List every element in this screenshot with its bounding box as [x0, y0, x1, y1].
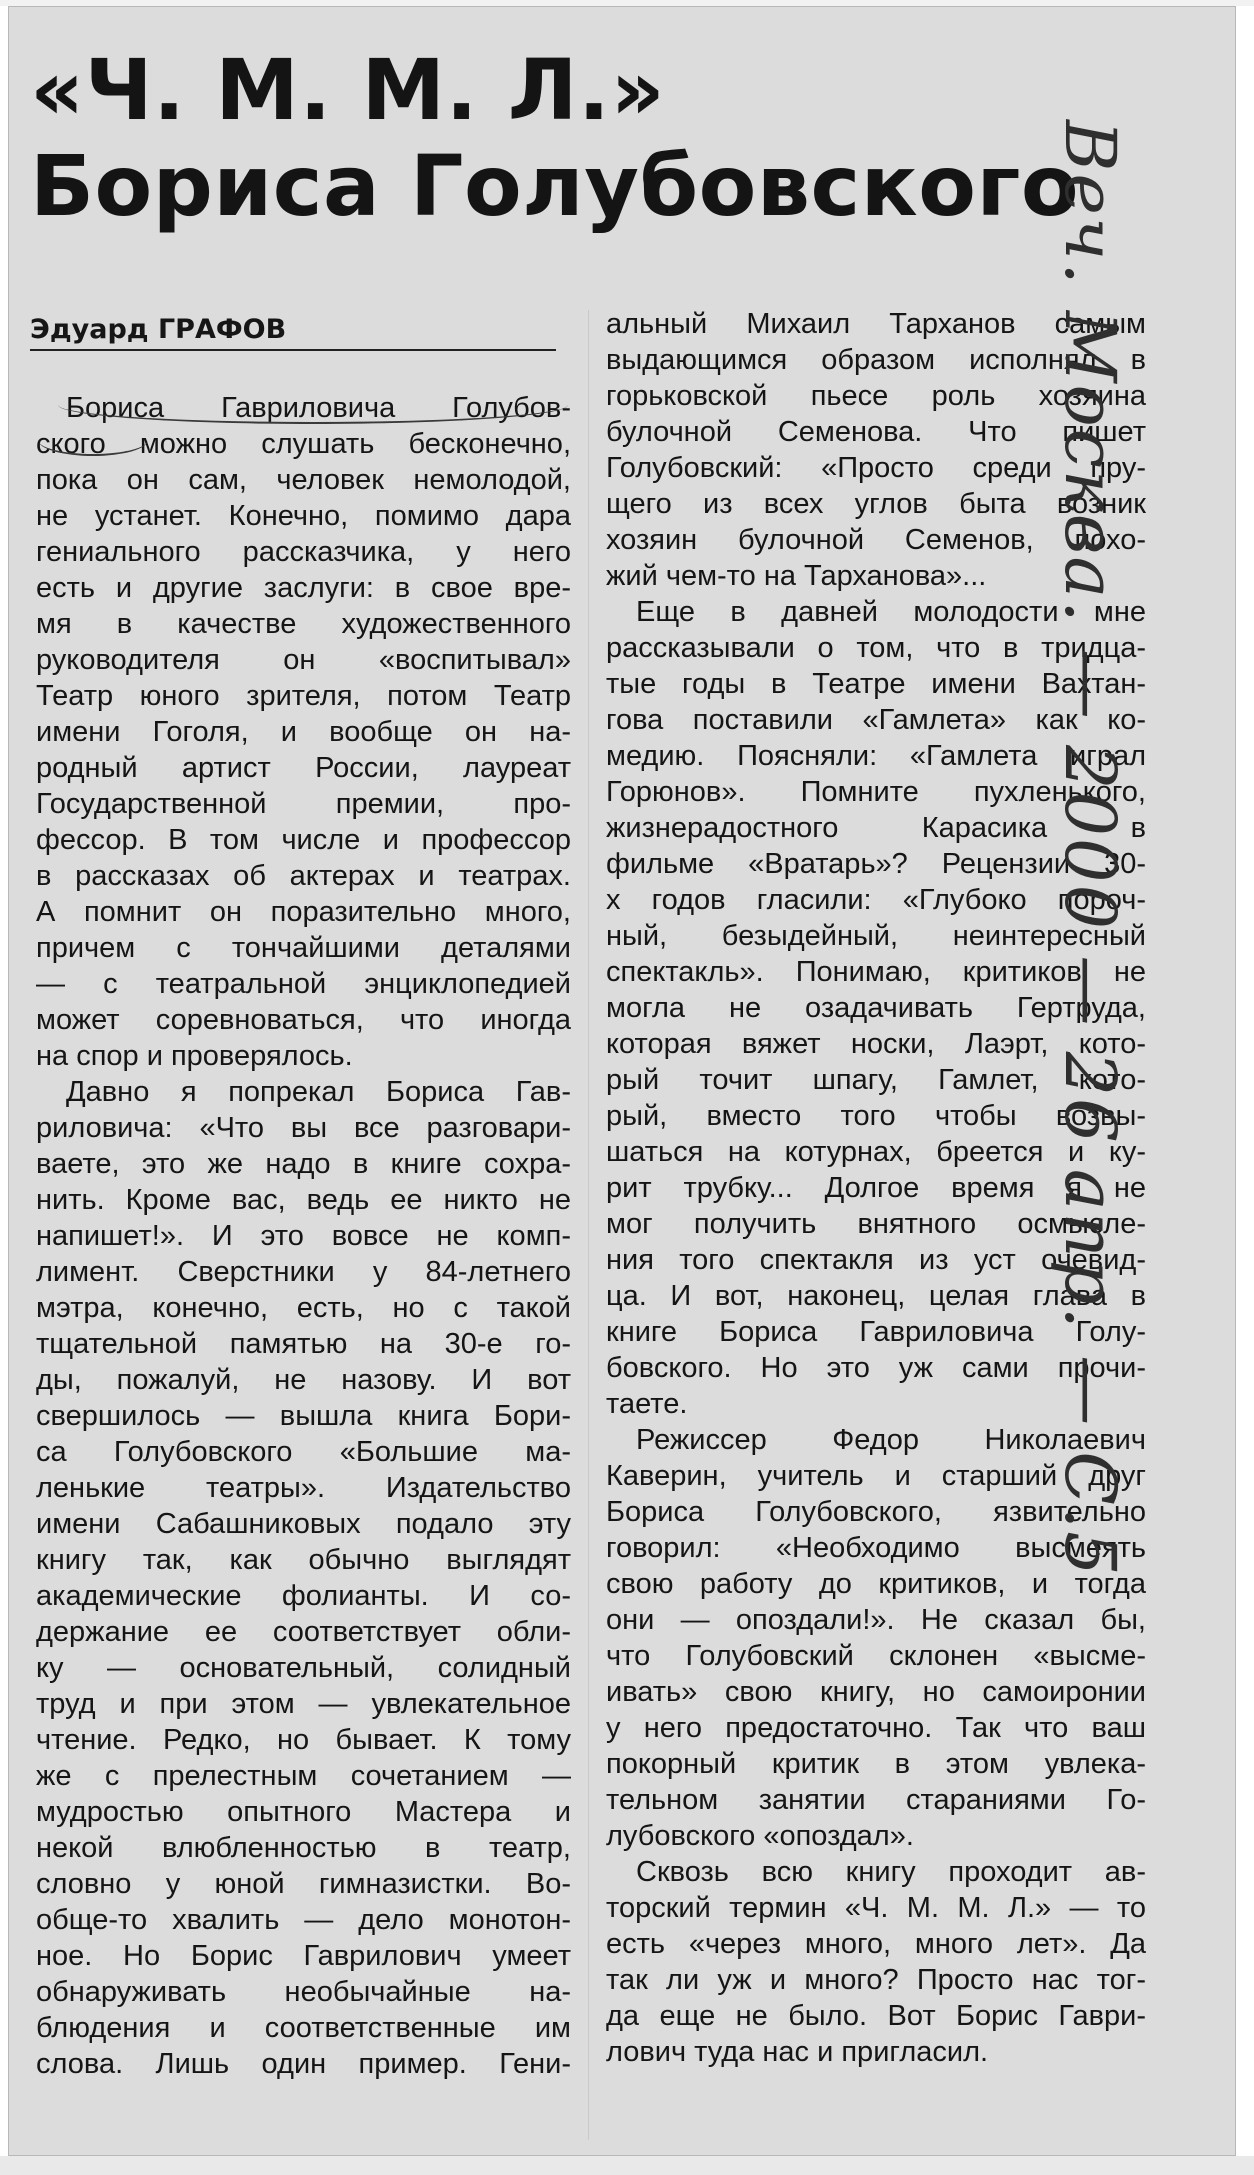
text-line: которая вяжет носки, Лаэрт, кото- [606, 1028, 1146, 1060]
text-line: щего из всех углов быта возник [606, 488, 1146, 520]
text-line: Театр юного зрителя, потом Театр [36, 680, 571, 712]
text-line: х годов гласили: «Глубоко пороч- [606, 884, 1146, 916]
paragraph-5 [606, 1854, 1146, 2070]
text-line: — с театральной энциклопедией [36, 968, 571, 1000]
text-line: ды, пожалуй, не назову. И вот [36, 1364, 571, 1396]
text-line: они — опоздали!». Не сказал бы, [606, 1604, 1146, 1636]
text-line: спектакль». Понимаю, критиков не [606, 956, 1146, 988]
text-line: так ли уж и много? Просто нас тог- [606, 1964, 1146, 1996]
text-line: ное. Но Борис Гаврилович умеет [36, 1940, 571, 1972]
text-line: гова поставили «Гамлета» как ко- [606, 704, 1146, 736]
text-line: у него предостаточно. Так что ваш [606, 1712, 1146, 1744]
text-line: могла не озадачивать Гертруда, [606, 992, 1146, 1024]
text-line: мэтра, конечно, есть, но с такой [36, 1292, 571, 1324]
text-line: что Голубовский склонен «высме- [606, 1640, 1146, 1672]
text-line: покорный критик в этом увлека- [606, 1748, 1146, 1780]
text-line: мудростью опытного Мастера и [36, 1796, 571, 1828]
text-line: медию. Поясняли: «Гамлета играл [606, 740, 1146, 772]
text-line: лимент. Сверстники у 84-летнего [36, 1256, 571, 1288]
text-line: труд и при этом — увлекательное [36, 1688, 571, 1720]
pen-underline [38, 424, 148, 456]
text-line: ивать» свою книгу, но самоиронии [606, 1676, 1146, 1708]
text-line: словно у юной гимназистки. Во- [36, 1868, 571, 1900]
text-line: гениального рассказчика, у него [36, 536, 571, 568]
text-line: свершилось — вышла книга Бори- [36, 1400, 571, 1432]
text-line: не устанет. Конечно, помимо дара [36, 500, 571, 532]
text-line: тщательной памятью на 30-е го- [36, 1328, 571, 1360]
text-line: родный артист России, лауреат [36, 752, 571, 784]
text-line: Горюнов». Помните пухленького, [606, 776, 1146, 808]
text-line: таете. [606, 1388, 688, 1420]
text-line: академические фолианты. И со- [36, 1580, 571, 1612]
text-line: торский термин «Ч. М. М. Л.» — то [606, 1892, 1146, 1924]
text-line: на спор и проверялось. [36, 1040, 353, 1072]
text-line: некой влюбленностью в театр, [36, 1832, 571, 1864]
text-line: держание ее соответствует обли- [36, 1616, 571, 1648]
text-line: тые годы в Театре имени Вахтан- [606, 668, 1146, 700]
text-line: рый, вместо того чтобы возвы- [606, 1100, 1146, 1132]
text-line: есть и другие заслуги: в свое вре- [36, 572, 571, 604]
text-line: Еще в давней молодости мне [636, 596, 1146, 628]
text-line: тельном занятии стараниями Го- [606, 1784, 1146, 1816]
headline-line-2: Бориса Голубовского [30, 137, 1080, 235]
text-line: рассказывали о том, что в тридца- [606, 632, 1146, 664]
text-line: шаться на котурнах, бреется и ку- [606, 1136, 1146, 1168]
text-line: да еще не было. Вот Борис Гаври- [606, 2000, 1146, 2032]
text-line: А помнит он поразительно много, [36, 896, 571, 928]
text-line: Сквозь всю книгу проходит ав- [636, 1856, 1146, 1888]
text-line: фессор. В том числе и профессор [36, 824, 571, 856]
text-line: может соревноваться, что иногда [36, 1004, 571, 1036]
article-column-left [36, 390, 571, 2082]
text-line: пока он сам, человек немолодой, [36, 464, 571, 496]
text-line: хозяин булочной Семенов, похо- [606, 524, 1146, 556]
paragraph-1 [36, 390, 571, 1074]
text-line: слова. Лишь один пример. Гени- [36, 2048, 571, 2080]
text-line: жий чем-то на Тарханова»... [606, 560, 987, 592]
text-line: бовского. Но это уж сами прочи- [606, 1352, 1146, 1384]
text-line: рый точит шпагу, Гамлет, кото- [606, 1064, 1146, 1096]
text-line: рит трубку... Долгое время я не [606, 1172, 1146, 1204]
text-line: имени Сабашниковых подало эту [36, 1508, 571, 1540]
text-line: напишет!». И это вовсе не комп- [36, 1220, 571, 1252]
text-line: лубовского «опоздал». [606, 1820, 914, 1852]
text-line: руководителя он «воспитывал» [36, 644, 571, 676]
text-line: мог получить внятного осмысле- [606, 1208, 1146, 1240]
text-line: выдающимся образом исполнял в [606, 344, 1146, 376]
text-line: Бориса Голубовского, язвительно [606, 1496, 1146, 1528]
text-line: ца. И вот, наконец, целая глава в [606, 1280, 1146, 1312]
text-line: жизнерадостного Карасика в [606, 812, 1146, 844]
text-line: Государственной премии, про- [36, 788, 571, 820]
text-line: книге Бориса Гавриловича Голу- [606, 1316, 1146, 1348]
text-line: мя в качестве художественного [36, 608, 571, 640]
text-line: ленькие театры». Издательство [36, 1472, 571, 1504]
headline [30, 42, 1079, 234]
author-byline: Эдуард ГРАФОВ [30, 312, 556, 351]
headline-line-1: «Ч. М. М. Л.» [30, 41, 666, 139]
text-line: ный, безыдейный, неинтересный [606, 920, 1146, 952]
text-line: Бориса Гавриловича Голубов- [66, 392, 571, 424]
text-line: ния того спектакля из уст очевид- [606, 1244, 1146, 1276]
text-line: обще-то хвалить — дело монотон- [36, 1904, 571, 1936]
text-line: имени Гоголя, и вообще он на- [36, 716, 571, 748]
text-line: ваете, это же надо в книге сохра- [36, 1148, 571, 1180]
text-line: причем с тончайшими деталями [36, 932, 571, 964]
text-line: свою работу до критиков, и тогда [606, 1568, 1146, 1600]
text-line: в рассказах об актерах и театрах. [36, 860, 571, 892]
text-line: ку — основательный, солидный [36, 1652, 571, 1684]
paragraph-2 [36, 1074, 571, 2082]
text-line: нить. Кроме вас, ведь ее никто не [36, 1184, 571, 1216]
text-line: Давно я попрекал Бориса Гав- [66, 1076, 571, 1108]
text-line: книгу так, как обычно выглядят [36, 1544, 571, 1576]
text-line: говорил: «Необходимо высмеять [606, 1532, 1146, 1564]
handwritten-source-note: Веч. Москва. — 2000 — 26 апр. — С.5 [1049, 120, 1131, 1578]
text-line: есть «через много, много лет». Да [606, 1928, 1146, 1960]
text-line: альный Михаил Тарханов самым [606, 308, 1146, 340]
text-line: лович туда нас и пригласил. [606, 2036, 989, 2068]
scan-bottom-edge [0, 2156, 1254, 2175]
text-line: риловича: «Что вы все разговари- [36, 1112, 571, 1144]
text-line: булочной Семенова. Что пишет [606, 416, 1146, 448]
text-line: са Голубовского «Большие ма- [36, 1436, 571, 1468]
text-line: блюдения и соответственные им [36, 2012, 571, 2044]
text-line: Голубовский: «Просто среди пру- [606, 452, 1146, 484]
text-line: же с прелестным сочетанием — [36, 1760, 571, 1792]
text-line: чтение. Редко, но бывает. К тому [36, 1724, 571, 1756]
text-line: ского можно слушать бесконечно, [36, 428, 571, 460]
column-divider [588, 310, 589, 2140]
pen-underline [58, 386, 568, 424]
text-line: горьковской пьесе роль хозяина [606, 380, 1146, 412]
text-line: обнаруживать необычайные на- [36, 1976, 571, 2008]
text-line: Каверин, учитель и старший друг [606, 1460, 1146, 1492]
text-line: Режиссер Федор Николаевич [636, 1424, 1146, 1456]
text-line: фильме «Вратарь»? Рецензии 30- [606, 848, 1146, 880]
